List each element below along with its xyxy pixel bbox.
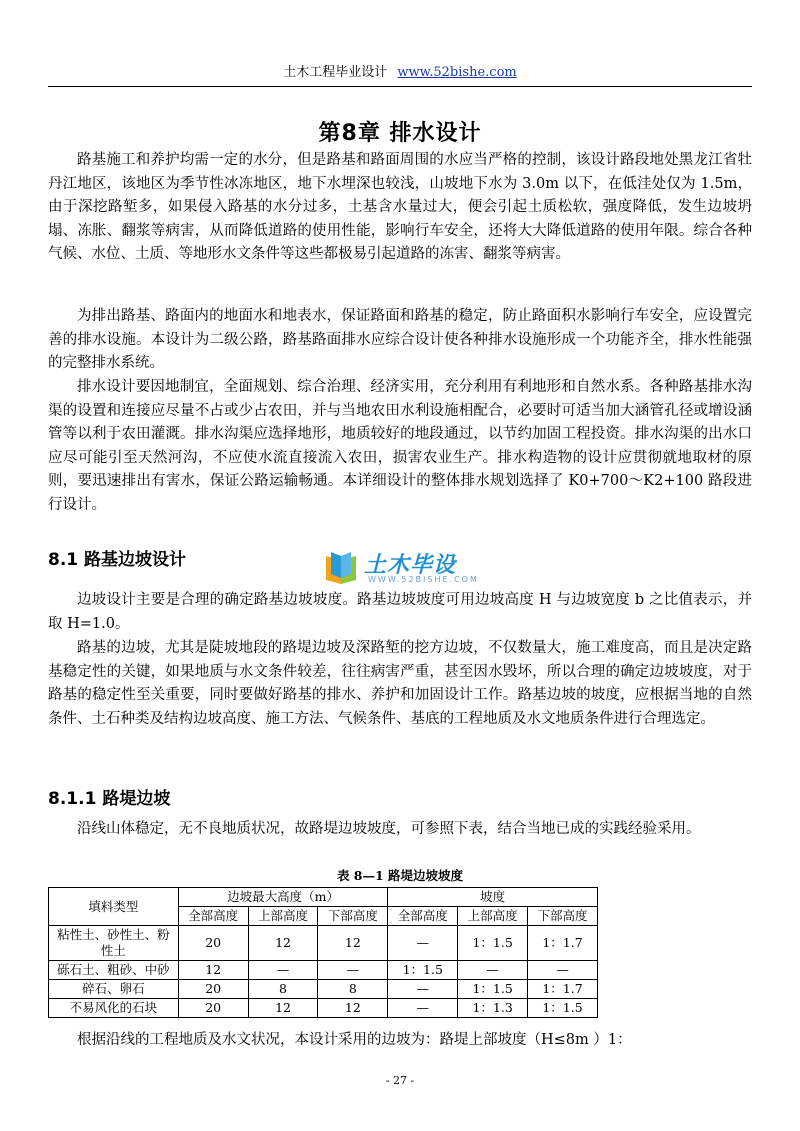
col-group-slope: 坡度: [388, 888, 598, 907]
table-row: [49, 926, 598, 961]
intro-paragraph-2: 为排出路基、路面内的地面水和地表水，保证路面和路基的稳定，防止路面积水影响行车安全，应设置完善的排水设施。本设计为二级公路，路基路面排水应综合设计使各种排水设施形成一个功能齐全，排水性能强的完整排水系统。: [48, 308, 752, 371]
book-icon: [322, 548, 360, 586]
table-cell: 12: [248, 926, 318, 961]
slope-table: [48, 887, 598, 1018]
section-8-1-paragraph-2: 路基的边坡，尤其是陡坡地段的路堤边坡及深路堑的挖方边坡，不仅数量大，施工难度高，而且是决定路基稳定性的关键，如果地质与水文条件较差，往往病害严重，甚至因水毁坏，所以合理的确定边坡坡度，对于路基的稳定性至关重要，同时要做好路基的排水、养护和加固设计工作。路基边坡的坡度，应根据当地的自然条件、土石种类及结构边坡高度、施工方法、气候条件、基底的工程地质及水文地质条件进行合理选定。: [48, 640, 752, 727]
table-cell: 8: [248, 980, 318, 999]
header-divider: [48, 86, 752, 87]
table-cell: 20: [178, 999, 248, 1018]
table-cell: 8: [318, 980, 388, 999]
table-header-row: [49, 888, 598, 907]
header-url-link[interactable]: www.52bishe.com: [397, 65, 517, 80]
table-cell: 20: [178, 926, 248, 961]
closing-paragraph: 根据沿线的工程地质及水文状况，本设计采用的边坡为：路堤上部坡度（H≤8m ）1：: [77, 1032, 632, 1048]
table-row: [49, 980, 598, 999]
logo-subtext: WWW.52BISHE.COM: [368, 575, 479, 584]
sub-header: 上部高度: [248, 907, 318, 926]
table-caption: 表 8—1 路堤边坡坡度: [336, 868, 464, 883]
table-cell: —: [388, 926, 458, 961]
table-cell: 1：1.5: [458, 980, 528, 999]
table-row: [49, 961, 598, 980]
col-group-max-height: 边坡最大高度（m）: [178, 888, 388, 907]
col-fill-type: 填料类型: [49, 888, 179, 926]
section-title-8-1: 8.1 路基边坡设计: [48, 550, 187, 570]
table-cell: 1：1.5: [458, 926, 528, 961]
table-cell: 1：1.7: [528, 980, 598, 999]
table-cell: 1：1.3: [458, 999, 528, 1018]
table-cell: —: [528, 961, 598, 980]
table-cell: 1：1.7: [528, 926, 598, 961]
logo-text: 土木毕设: [364, 553, 457, 578]
intro-paragraph-1: 路基施工和养护均需一定的水分，但是路基和路面周围的水应当严格的控制，该设计路段地处黑龙江省牡丹江地区，该地区为季节性冰冻地区，地下水埋深也较浅，山坡地下水为 3.0m 以下，在低洼处仅为 1.5m，由于深挖路堑多，如果侵入路基的水分过多，土基含水量过大，便会引起土质松软，强度降低，发生边坡坍塌、冻胀、翻浆等病害，从而降低道路的使用性能，影响行车安全，还将大大降低道路的使用年限。综合各种气候、水位、土质、等地形水文条件等这些都极易引起道路的冻害、翻浆等病害。: [48, 152, 752, 262]
sub-header: 全部高度: [178, 907, 248, 926]
watermark-logo: [322, 546, 482, 590]
section-8-1-1-paragraph: 沿线山体稳定，无不良地质状况，故路堤边坡坡度，可参照下表，结合当地已成的实践经验采用。: [77, 821, 701, 837]
table-cell: 粘性土、砂性土、粉性土: [49, 926, 179, 961]
header-title: 土木工程毕业设计: [283, 65, 388, 80]
table-cell: —: [388, 980, 458, 999]
table-cell: 20: [178, 980, 248, 999]
chapter-title: 第8章 排水设计: [318, 121, 482, 146]
table-cell: 砾石土、粗砂、中砂: [49, 961, 179, 980]
page-number: - 27 -: [385, 1074, 415, 1087]
table-cell: 12: [318, 926, 388, 961]
table-cell: 12: [178, 961, 248, 980]
sub-header: 下部高度: [318, 907, 388, 926]
table-row: [49, 999, 598, 1018]
table-cell: 碎石、卵石: [49, 980, 179, 999]
table-cell: 12: [318, 999, 388, 1018]
sub-header: 上部高度: [458, 907, 528, 926]
table-cell: —: [388, 999, 458, 1018]
table-cell: —: [458, 961, 528, 980]
intro-paragraph-3: 排水设计要因地制宜，全面规划、综合治理、经济实用，充分利用有利地形和自然水系。各种路基排水沟渠的设置和连接应尽量不占或少占农田，并与当地农田水利设施相配合，必要时可适当加大涵管孔径或增设涵管等以利于农田灌溉。排水沟渠应选择地形，地质较好的地段通过，以节约加固工程投资。排水沟渠的出水口应尽可能引至天然河沟，不应使水流直接流入农田，损害农业生产。排水构造物的设计应贯彻就地取材的原则，要迅速排出有害水，保证公路运输畅通。本详细设计的整体排水规划选择了 K0+700～K2+100 路段进行设计。: [48, 379, 752, 513]
table-cell: —: [318, 961, 388, 980]
table-cell: 12: [248, 999, 318, 1018]
table-cell: 1：1.5: [388, 961, 458, 980]
table-cell: 1：1.5: [528, 999, 598, 1018]
page-header: [48, 64, 752, 82]
section-title-8-1-1: 8.1.1 路堤边坡: [48, 789, 171, 809]
table-cell: 不易风化的石块: [49, 999, 179, 1018]
section-8-1-paragraph-1: 边坡设计主要是合理的确定路基边坡坡度。路基边坡坡度可用边坡高度 H 与边坡宽度 b 之比值表示，并取 H=1.0。: [48, 592, 752, 632]
sub-header: 下部高度: [528, 907, 598, 926]
sub-header: 全部高度: [388, 907, 458, 926]
table-cell: —: [248, 961, 318, 980]
